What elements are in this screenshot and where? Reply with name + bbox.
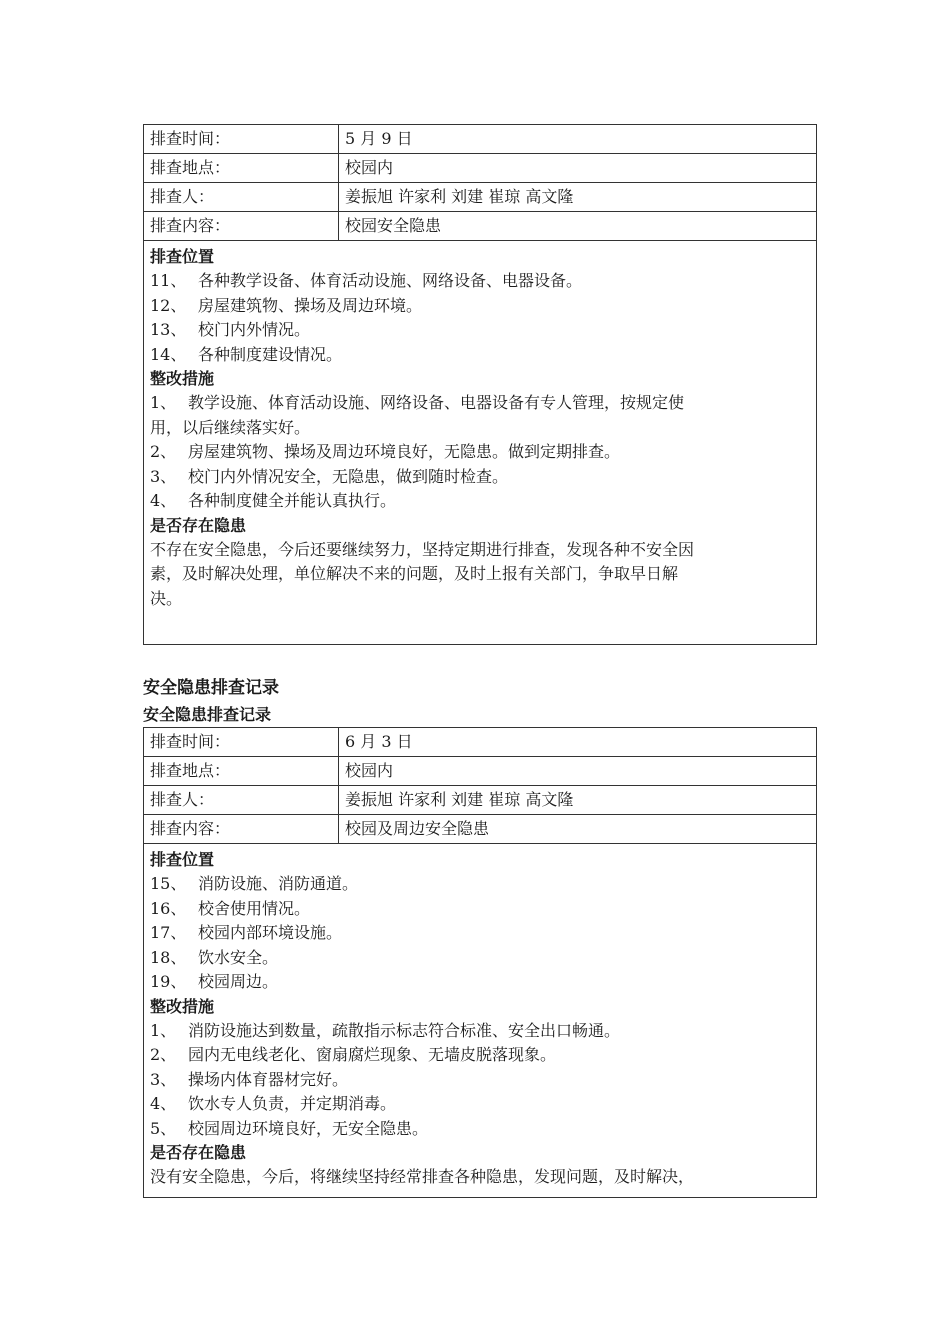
details-cell	[144, 241, 817, 645]
details-cell	[144, 844, 817, 1198]
list-item: 11、 各种教学设备、体育活动设施、网络设备、电器设备。	[150, 271, 583, 290]
measures-heading: 整改措施	[150, 996, 215, 1016]
field-label: 排查内容：	[144, 212, 339, 241]
hazard-text: 没有安全隐患，今后，将继续坚持经常排查各种隐患，发现问题，及时解决，	[150, 1167, 695, 1186]
field-label: 排查时间：	[144, 125, 339, 154]
section-subtitle: 安全隐患排查记录	[143, 705, 272, 724]
hazard-heading: 是否存在隐患	[150, 515, 247, 535]
list-item: 13、 校门内外情况。	[150, 320, 311, 339]
hazard-text: 决。	[150, 588, 183, 608]
field-label: 排查地点：	[144, 154, 339, 183]
field-label: 排查内容：	[144, 815, 339, 844]
measures-heading: 整改措施	[150, 369, 215, 388]
hazard-text: 素，及时解决处理，单位解决不来的问题，及时上报有关部门，争取早日解	[150, 564, 679, 583]
field-value: 姜振旭 许家利 刘建 崔琼 高文隆	[339, 786, 817, 815]
field-value: 5 月 9 日	[339, 125, 817, 154]
list-item: 17、 校园内部环境设施。	[150, 923, 343, 942]
field-value: 6 月 3 日	[339, 728, 817, 757]
table-row	[144, 728, 817, 757]
section-title: 安全隐患排查记录	[143, 678, 279, 698]
table-row	[144, 212, 817, 241]
list-item: 4、 饮水专人负责，并定期消毒。	[150, 1094, 397, 1113]
table-row	[144, 786, 817, 815]
list-item: 3、 操场内体育器材完好。	[150, 1069, 349, 1089]
field-label: 排查时间：	[144, 728, 339, 757]
field-value: 姜振旭 许家利 刘建 崔琼 高文隆	[339, 183, 817, 212]
list-item: 12、 房屋建筑物、操场及周边环境。	[150, 295, 423, 315]
list-item: 1、 教学设施、体育活动设施、网络设备、电器设备有专人管理，按规定使	[150, 393, 685, 412]
list-item: 4、 各种制度健全并能认真执行。	[150, 491, 397, 510]
table-row	[144, 125, 817, 154]
field-label: 排查人：	[144, 183, 339, 212]
inspection-table-2	[143, 727, 817, 1198]
list-item: 2、 房屋建筑物、操场及周边环境良好，无隐患。做到定期排查。	[150, 442, 621, 461]
table-row	[144, 815, 817, 844]
list-item: 19、 校园周边。	[150, 972, 279, 991]
list-item: 1、 消防设施达到数量，疏散指示标志符合标准、安全出口畅通。	[150, 1020, 621, 1040]
location-heading: 排查位置	[150, 850, 215, 869]
list-item: 用，以后继续落实好。	[150, 417, 311, 437]
table-row	[144, 757, 817, 786]
table-row	[144, 241, 817, 645]
location-heading: 排查位置	[150, 247, 215, 266]
field-label: 排查地点：	[144, 757, 339, 786]
field-value: 校园及周边安全隐患	[339, 815, 817, 844]
list-item: 14、 各种制度建设情况。	[150, 344, 343, 364]
hazard-text: 不存在安全隐患，今后还要继续努力，坚持定期进行排查，发现各种不安全因	[150, 539, 695, 559]
field-value: 校园安全隐患	[339, 212, 817, 241]
field-value: 校园内	[339, 757, 817, 786]
list-item: 2、 园内无电线老化、窗扇腐烂现象、无墙皮脱落现象。	[150, 1045, 557, 1064]
field-value: 校园内	[339, 154, 817, 183]
hazard-heading: 是否存在隐患	[150, 1143, 247, 1162]
table-row	[144, 154, 817, 183]
table-row	[144, 183, 817, 212]
inspection-table-1	[143, 124, 817, 645]
table-row	[144, 844, 817, 1198]
list-item: 15、 消防设施、消防通道。	[150, 874, 359, 893]
list-item: 5、 校园周边环境良好，无安全隐患。	[150, 1118, 429, 1138]
list-item: 18、 饮水安全。	[150, 947, 279, 967]
list-item: 16、 校舍使用情况。	[150, 898, 311, 918]
field-label: 排查人：	[144, 786, 339, 815]
list-item: 3、 校门内外情况安全，无隐患，做到随时检查。	[150, 466, 509, 486]
